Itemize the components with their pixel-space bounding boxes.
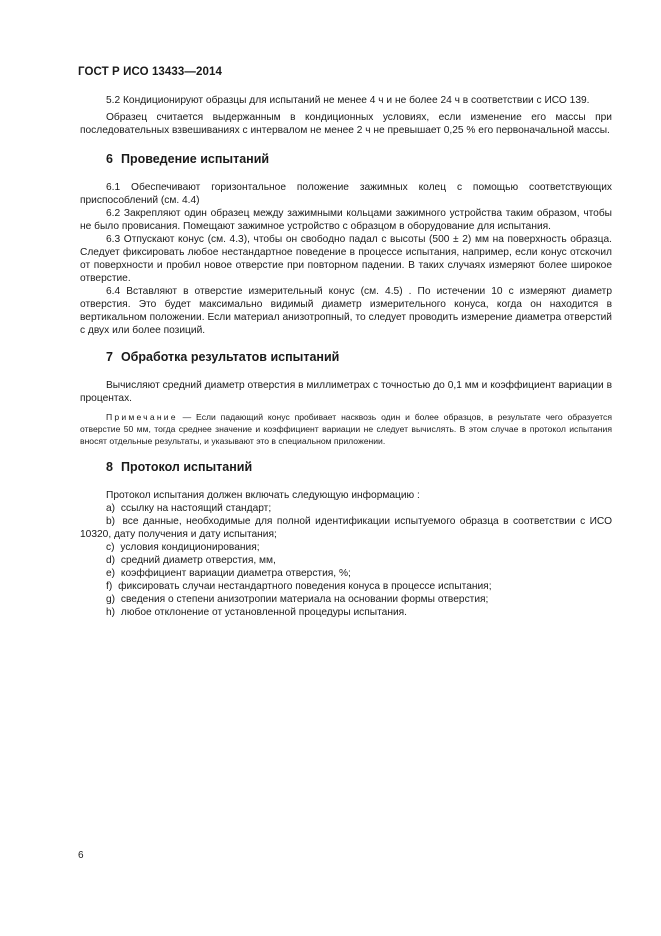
paragraph-6-3: 6.3 Отпускают конус (см. 4.3), чтобы он свободно падал с высоты (500 ± 2) мм на поверхность образца. Следует фиксировать любое нестандартное поведение в процессе испытания, например, если конус отскочил от поверхности и пробил новое отверстие при повторном падении. В таких случаях измеряют более широкое отверстие. (80, 234, 612, 284)
document-header: ГОСТ Р ИСО 13433—2014 (78, 66, 223, 78)
section-number: 8 (106, 460, 113, 474)
list-item (80, 580, 612, 593)
note-text: — Если падающий конус пробивает насквозь один и более образцов, в результате чего образуется отверстие 50 мм, тогда среднее значение и коэффициент вариации не следует вычислять. В этом случае в протокол испытания вносят отдельные результаты, и указывают это в специальном приложении. (80, 412, 612, 446)
list-item-label: g) (106, 594, 116, 605)
list-item-text: фиксировать случаи нестандартного поведения конуса в процессе испытания; (118, 581, 492, 592)
list-item (80, 554, 612, 567)
list-item-text: коэффициент вариации диаметра отверстия, %; (120, 568, 351, 579)
section-title-text: Проведение испытаний (120, 152, 270, 166)
protocol-list (80, 502, 612, 619)
list-item-label: e) (106, 568, 116, 579)
page-number: 6 (78, 850, 84, 861)
list-item-label: b) (106, 516, 116, 527)
paragraph-6-2: 6.2 Закрепляют один образец между зажимными кольцами зажимного устройства таким образом, чтобы не было провисания. Помещают зажимное устройство с образцом в оборудование для испытания. (80, 208, 612, 232)
list-item-label: c) (106, 542, 115, 553)
paragraph-5-2-note: Образец считается выдержанным в кондиционных условиях, если изменение его массы при последовательных взвешиваниях с интервалом не менее 2 ч не превышает 0,25 % его первоначальной массы. (80, 112, 612, 136)
section-title-text: Обработка результатов испытаний (120, 350, 340, 364)
paragraph-6-4: 6.4 Вставляют в отверстие измерительный конус (см. 4.5) . По истечении 10 с измеряют диаметр отверстия. Это будет максимально видимый диаметр измерительного конуса, когда он находится в вертикальном положении. Если материал анизотропный, то следует проводить измерение диаметра отверстий с двух или более позиций. (80, 286, 612, 336)
paragraph-6-1: 6.1 Обеспечивают горизонтальное положение зажимных колец с помощью соответствующих приспособлений (см. 4.4) (80, 182, 612, 206)
section-8-heading (106, 461, 612, 474)
list-item (80, 567, 612, 580)
document-body (80, 94, 612, 619)
section-number: 7 (106, 350, 113, 364)
note-7 (80, 411, 612, 447)
list-item-text: условия кондиционирования; (120, 542, 260, 553)
list-item (80, 502, 612, 515)
list-item-label: f) (106, 581, 113, 592)
list-item-text: сведения о степени анизотропии материала на основании формы отверстия; (120, 594, 489, 605)
list-item-text: все данные, необходимые для полной идентификации испытуемого образца в соответствии с ИСО 10320, дату получения и дату испытания; (80, 516, 612, 540)
list-item (80, 515, 612, 541)
list-item-label: a) (106, 503, 116, 514)
section-7-heading (106, 351, 612, 364)
note-label: Примечание (106, 412, 178, 422)
list-item (80, 593, 612, 606)
section-number: 6 (106, 152, 113, 166)
list-item-text: ссылку на настоящий стандарт; (120, 503, 272, 514)
section-title-text: Протокол испытаний (120, 460, 253, 474)
list-item (80, 606, 612, 619)
list-item (80, 541, 612, 554)
paragraph-7-1: Вычисляют средний диаметр отверстия в миллиметрах с точностью до 0,1 мм и коэффициент вариации в процентах. (80, 380, 612, 404)
paragraph-8-intro: Протокол испытания должен включать следующую информацию : (106, 490, 420, 501)
list-item-text: любое отклонение от установленной процедуры испытания. (120, 607, 408, 618)
list-item-label: d) (106, 555, 116, 566)
paragraph-5-2: 5.2 Кондиционируют образцы для испытаний не менее 4 ч и не более 24 ч в соответствии с ИСО 139. (106, 95, 590, 106)
section-6-heading (106, 153, 612, 166)
list-item-text: средний диаметр отверстия, мм, (120, 555, 276, 566)
list-item-label: h) (106, 607, 116, 618)
